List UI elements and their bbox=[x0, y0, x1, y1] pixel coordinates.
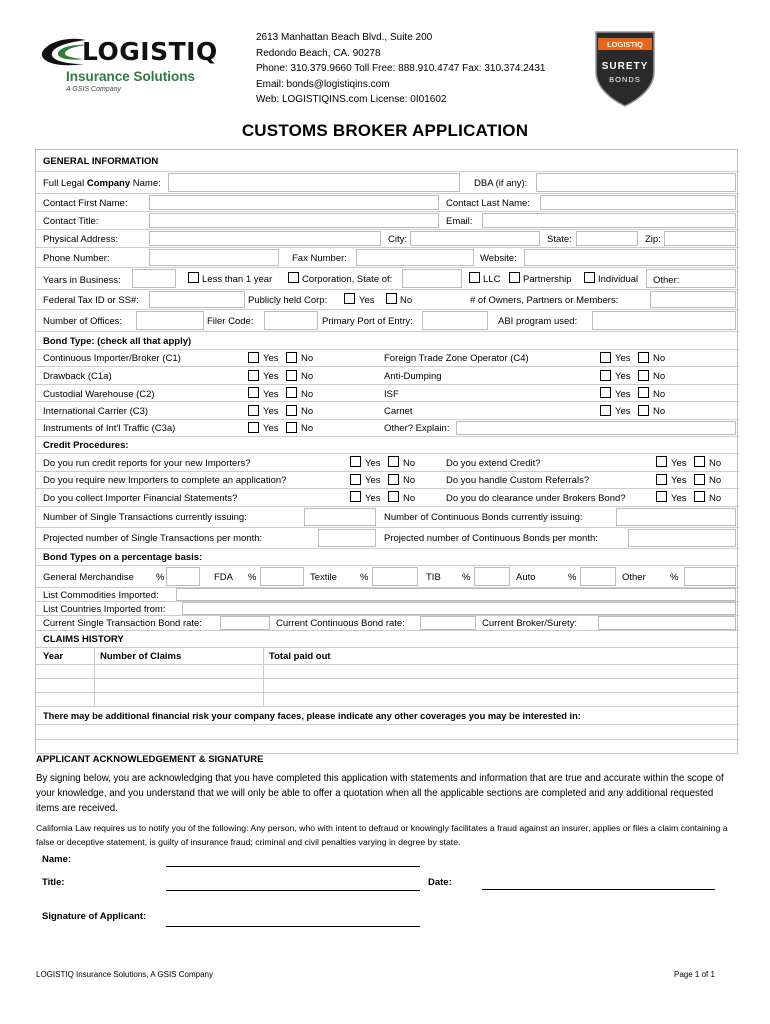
credit-no-checkbox[interactable] bbox=[388, 474, 399, 485]
individual-label: Individual bbox=[598, 274, 639, 285]
less-than-1-year-label: Less than 1 year bbox=[202, 274, 273, 285]
single-current-label: Number of Single Transactions currently issuing: bbox=[43, 512, 247, 523]
email-label: Email: bbox=[446, 216, 473, 227]
bond-type-right-label: Anti-Dumping bbox=[384, 371, 442, 382]
bond-yes-checkbox[interactable] bbox=[600, 387, 611, 398]
coverage-field-row[interactable] bbox=[36, 740, 739, 754]
partnership-label: Partnership bbox=[523, 274, 572, 285]
bond-type-right-label: Foreign Trade Zone Operator (C4) bbox=[384, 353, 529, 364]
commodities-field[interactable] bbox=[176, 588, 736, 601]
no-label: No bbox=[653, 406, 666, 417]
abi-label: ABI program used: bbox=[498, 316, 578, 327]
company-name-row bbox=[36, 172, 739, 194]
continuous-rate-label: Current Continuous Bond rate: bbox=[276, 618, 405, 629]
claims-col-total: Total paid out bbox=[269, 651, 331, 662]
date-label: Date: bbox=[428, 877, 452, 888]
bond-no-checkbox[interactable] bbox=[286, 387, 297, 398]
claims-col-year: Year bbox=[43, 651, 64, 662]
address-row bbox=[36, 230, 739, 248]
bond-yes-checkbox[interactable] bbox=[248, 370, 259, 381]
badge-bot-text: BONDS bbox=[609, 75, 641, 84]
credit-right-label: Do you extend Credit? bbox=[446, 458, 541, 469]
commodities-label: List Commodities Imported: bbox=[43, 590, 159, 601]
credit-row bbox=[36, 472, 739, 489]
surety-bonds-badge bbox=[592, 30, 658, 108]
percentage-field[interactable] bbox=[580, 567, 616, 586]
countries-field[interactable] bbox=[182, 602, 736, 615]
credit-yes-checkbox[interactable] bbox=[350, 456, 361, 467]
yes-label: Yes bbox=[263, 353, 279, 364]
percentage-field[interactable] bbox=[474, 567, 510, 586]
bond-yes-checkbox[interactable] bbox=[600, 352, 611, 363]
commodities-row bbox=[36, 588, 739, 602]
percentage-row bbox=[36, 566, 739, 588]
percentage-item-label: Auto bbox=[516, 572, 536, 583]
coverage-field-row[interactable] bbox=[36, 725, 739, 740]
address-line: Redondo Beach, CA. 90278 bbox=[256, 47, 381, 59]
percentage-field[interactable] bbox=[166, 567, 200, 586]
credit-row bbox=[36, 489, 739, 507]
company-address-block bbox=[256, 30, 546, 108]
yes-label: Yes bbox=[365, 493, 381, 504]
percent-sign: % bbox=[670, 572, 679, 583]
badge-top-text: LOGISTIQ bbox=[607, 40, 643, 49]
yes-label: Yes bbox=[615, 406, 631, 417]
countries-row bbox=[36, 602, 739, 616]
llc-label: LLC bbox=[483, 274, 501, 285]
broker-surety-field[interactable] bbox=[598, 616, 736, 630]
single-projected-label: Projected number of Single Transactions per month: bbox=[43, 533, 263, 544]
address-line: Phone: 310.379.9660 Toll Free: 888.910.4747 Fax: 310.374.2431 bbox=[256, 63, 546, 74]
corporation-state-field[interactable] bbox=[402, 269, 462, 288]
yes-label: Yes bbox=[671, 458, 687, 469]
credit-no-checkbox[interactable] bbox=[388, 456, 399, 467]
contact-first-label: Contact First Name: bbox=[43, 198, 128, 209]
claims-col-number: Number of Claims bbox=[100, 651, 182, 662]
claims-table-row[interactable] bbox=[36, 665, 739, 679]
bond-type-left-label: International Carrier (C3) bbox=[43, 406, 149, 417]
single-rate-label: Current Single Transaction Bond rate: bbox=[43, 618, 202, 629]
publicly-held-yes-checkbox[interactable] bbox=[344, 293, 355, 304]
publicly-held-no-checkbox[interactable] bbox=[386, 293, 397, 304]
bond-no-checkbox[interactable] bbox=[286, 422, 297, 433]
website-field[interactable] bbox=[524, 249, 736, 266]
percentage-field[interactable] bbox=[260, 567, 304, 586]
continuous-current-label: Number of Continuous Bonds currently issuing: bbox=[384, 512, 583, 523]
percentage-heading-row bbox=[36, 549, 739, 566]
bond-type-row bbox=[36, 350, 739, 367]
bond-type-heading-row bbox=[36, 332, 739, 350]
bond-yes-checkbox[interactable] bbox=[600, 405, 611, 416]
page-number: Page 1 of 1 bbox=[674, 970, 715, 979]
section-heading: CLAIMS HISTORY bbox=[43, 634, 124, 645]
yes-label: Yes bbox=[359, 295, 375, 306]
owners-label: # of Owners, Partners or Members: bbox=[470, 295, 619, 306]
offices-label: Number of Offices: bbox=[43, 316, 123, 327]
dba-label: DBA (if any): bbox=[474, 178, 528, 189]
zip-label: Zip: bbox=[645, 234, 661, 245]
years-label: Years in Business: bbox=[43, 275, 121, 286]
yes-label: Yes bbox=[263, 389, 279, 400]
email-field[interactable] bbox=[482, 213, 736, 228]
credit-no-checkbox[interactable] bbox=[388, 491, 399, 502]
credit-no-checkbox[interactable] bbox=[694, 491, 705, 502]
bond-yes-checkbox[interactable] bbox=[248, 352, 259, 363]
transactions-projected-row bbox=[36, 528, 739, 549]
city-field[interactable] bbox=[410, 231, 540, 246]
company-tag: A GSIS Company bbox=[66, 86, 121, 93]
yes-label: Yes bbox=[263, 423, 279, 434]
credit-yes-checkbox[interactable] bbox=[350, 474, 361, 485]
no-label: No bbox=[301, 353, 314, 364]
yes-label: Yes bbox=[263, 371, 279, 382]
no-label: No bbox=[653, 389, 666, 400]
credit-yes-checkbox[interactable] bbox=[656, 456, 667, 467]
claims-table-row[interactable] bbox=[36, 693, 739, 707]
bond-type-row bbox=[36, 367, 739, 385]
broker-surety-label: Current Broker/Surety: bbox=[482, 618, 578, 629]
credit-right-label: Do you handle Custom Referrals? bbox=[446, 475, 590, 486]
corporation-label: Corporation, State of: bbox=[302, 274, 393, 285]
credit-no-checkbox[interactable] bbox=[694, 474, 705, 485]
bond-no-checkbox[interactable] bbox=[286, 352, 297, 363]
phone-row bbox=[36, 248, 739, 268]
yes-label: Yes bbox=[365, 475, 381, 486]
individual-checkbox[interactable] bbox=[584, 272, 595, 283]
continuous-rate-field[interactable] bbox=[420, 616, 476, 630]
bond-type-right-label: ISF bbox=[384, 389, 399, 400]
no-label: No bbox=[400, 295, 413, 306]
date-line[interactable] bbox=[482, 889, 715, 890]
other-explain-field[interactable] bbox=[456, 421, 736, 435]
contact-title-row bbox=[36, 212, 739, 230]
bond-no-checkbox[interactable] bbox=[286, 405, 297, 416]
address-line: Web: LOGISTIQINS.com License: 0I01602 bbox=[256, 94, 447, 105]
bond-no-checkbox[interactable] bbox=[638, 387, 649, 398]
bond-type-row bbox=[36, 402, 739, 420]
state-field[interactable] bbox=[576, 231, 638, 246]
bond-type-right-label: Carnet bbox=[384, 406, 413, 417]
section-heading: Credit Procedures: bbox=[43, 440, 129, 451]
name-label: Name: bbox=[42, 854, 72, 865]
no-label: No bbox=[403, 458, 416, 469]
bond-no-checkbox[interactable] bbox=[638, 352, 649, 363]
claims-header-row bbox=[36, 647, 739, 665]
percent-sign: % bbox=[568, 572, 577, 583]
ack-heading: APPLICANT ACKNOWLEDGEMENT & SIGNATURE bbox=[36, 754, 264, 765]
no-label: No bbox=[709, 493, 722, 504]
no-label: No bbox=[709, 458, 722, 469]
address-line: 2613 Manhattan Beach Blvd., Suite 200 bbox=[256, 32, 433, 43]
percent-sign: % bbox=[462, 572, 471, 583]
phone-field[interactable] bbox=[149, 249, 279, 266]
rates-row bbox=[36, 616, 739, 631]
section-heading: Bond Types on a percentage basis: bbox=[43, 552, 203, 563]
percentage-item-label: TIB bbox=[426, 572, 441, 583]
yes-label: Yes bbox=[615, 389, 631, 400]
section-heading: Bond Type: (check all that apply) bbox=[43, 336, 192, 347]
partnership-checkbox[interactable] bbox=[509, 272, 520, 283]
less-than-1-year-checkbox[interactable] bbox=[188, 272, 199, 283]
no-label: No bbox=[653, 371, 666, 382]
contact-title-field[interactable] bbox=[149, 213, 439, 228]
claims-heading-row bbox=[36, 631, 739, 647]
no-label: No bbox=[301, 406, 314, 417]
corporation-checkbox[interactable] bbox=[288, 272, 299, 283]
countries-label: List Countries Imported from: bbox=[43, 604, 166, 615]
credit-yes-checkbox[interactable] bbox=[350, 491, 361, 502]
bond-yes-checkbox[interactable] bbox=[248, 387, 259, 398]
credit-right-label: Do you do clearance under Brokers Bond? bbox=[446, 493, 626, 504]
yes-label: Yes bbox=[263, 406, 279, 417]
dba-field[interactable] bbox=[536, 173, 736, 192]
risk-row bbox=[36, 707, 739, 725]
transactions-current-row bbox=[36, 507, 739, 528]
credit-left-label: Do you collect Importer Financial Statements? bbox=[43, 493, 238, 504]
zip-field[interactable] bbox=[664, 231, 736, 246]
contact-name-row bbox=[36, 194, 739, 212]
no-label: No bbox=[653, 353, 666, 364]
primary-port-field[interactable] bbox=[422, 311, 488, 330]
contact-first-field[interactable] bbox=[149, 195, 439, 210]
bond-type-left-label: Continuous Importer/Broker (C1) bbox=[43, 353, 181, 364]
bond-type-left-label: Custodial Warehouse (C2) bbox=[43, 389, 155, 400]
continuous-current-field[interactable] bbox=[616, 508, 736, 526]
percentage-item-label: General Merchandise bbox=[43, 572, 134, 583]
physical-address-field[interactable] bbox=[149, 231, 381, 246]
badge-mid-text: SURETY bbox=[601, 61, 649, 72]
percentage-item-label: Textile bbox=[310, 572, 337, 583]
tax-id-row bbox=[36, 290, 739, 310]
percent-sign: % bbox=[156, 572, 165, 583]
bond-type-row bbox=[36, 420, 739, 437]
no-label: No bbox=[301, 371, 314, 382]
other-entity-label: Other: bbox=[653, 275, 680, 286]
bond-type-row bbox=[36, 385, 739, 402]
bond-type-left-label: Drawback (C1a) bbox=[43, 371, 112, 382]
signature-label: Signature of Applicant: bbox=[42, 911, 147, 922]
no-label: No bbox=[709, 475, 722, 486]
section-heading: GENERAL INFORMATION bbox=[43, 156, 159, 167]
offices-row bbox=[36, 310, 739, 332]
bond-no-checkbox[interactable] bbox=[638, 405, 649, 416]
owners-field[interactable] bbox=[650, 291, 736, 308]
physical-address-label: Physical Address: bbox=[43, 234, 118, 245]
ack-paragraph: By signing below, you are acknowledging that you have completed this application with statements and information that are true and accurate within the scope of your knowledge, and you understand that we will only be able to offer a quotation when all the applicable sections are completed and any additional requested items are received. bbox=[36, 773, 724, 814]
percentage-item-label: FDA bbox=[214, 572, 233, 583]
credit-yes-checkbox[interactable] bbox=[656, 491, 667, 502]
bond-yes-checkbox[interactable] bbox=[248, 422, 259, 433]
phone-label: Phone Number: bbox=[43, 253, 110, 264]
no-label: No bbox=[301, 389, 314, 400]
yes-label: Yes bbox=[615, 371, 631, 382]
credit-yes-checkbox[interactable] bbox=[656, 474, 667, 485]
tax-id-field[interactable] bbox=[149, 291, 245, 308]
bond-yes-checkbox[interactable] bbox=[600, 370, 611, 381]
bond-type-right-label: Other? Explain: bbox=[384, 423, 450, 434]
website-label: Website: bbox=[480, 253, 517, 264]
tax-id-label: Federal Tax ID or SS#: bbox=[43, 295, 139, 306]
filer-code-label: Filer Code: bbox=[207, 316, 254, 327]
footer-left: LOGISTIQ Insurance Solutions, A GSIS Company bbox=[36, 970, 213, 979]
contact-last-label: Contact Last Name: bbox=[446, 198, 530, 209]
publicly-held-label: Publicly held Corp: bbox=[248, 295, 328, 306]
signature-line[interactable] bbox=[166, 926, 420, 927]
yes-label: Yes bbox=[365, 458, 381, 469]
state-label: State: bbox=[547, 234, 572, 245]
yes-label: Yes bbox=[615, 353, 631, 364]
fax-field[interactable] bbox=[356, 249, 474, 266]
single-rate-field[interactable] bbox=[220, 616, 270, 630]
bond-type-left-label: Instruments of Int’l Traffic (C3a) bbox=[43, 423, 176, 434]
contact-last-field[interactable] bbox=[540, 195, 736, 210]
percent-sign: % bbox=[248, 572, 257, 583]
continuous-projected-field[interactable] bbox=[628, 529, 736, 547]
name-line[interactable] bbox=[166, 866, 420, 867]
credit-row bbox=[36, 454, 739, 472]
contact-title-label: Contact Title: bbox=[43, 216, 99, 227]
no-label: No bbox=[403, 475, 416, 486]
yes-label: Yes bbox=[671, 475, 687, 486]
percentage-field[interactable] bbox=[684, 567, 736, 586]
bond-yes-checkbox[interactable] bbox=[248, 405, 259, 416]
credit-heading-row bbox=[36, 437, 739, 454]
offices-field[interactable] bbox=[136, 311, 204, 330]
no-label: No bbox=[301, 423, 314, 434]
company-logo bbox=[38, 34, 218, 98]
years-row bbox=[36, 268, 739, 290]
credit-no-checkbox[interactable] bbox=[694, 456, 705, 467]
credit-left-label: Do you run credit reports for your new Importers? bbox=[43, 458, 251, 469]
percentage-item-label: Other bbox=[622, 572, 646, 583]
application-form bbox=[35, 149, 738, 753]
city-label: City: bbox=[388, 234, 407, 245]
abi-field[interactable] bbox=[592, 311, 736, 330]
california-notice: California Law requires us to notify you of the following: Any person, who with intent to defraud or knowingly facilitates a fraud against an insurer, applies or files a claim containing a false or deceptive statement, is guilty of insurance fraud; criminal and civil penalties varying in degree by state. bbox=[36, 823, 728, 847]
filer-code-field[interactable] bbox=[264, 311, 318, 330]
single-current-field[interactable] bbox=[304, 508, 376, 526]
bond-no-checkbox[interactable] bbox=[286, 370, 297, 381]
claims-table-row[interactable] bbox=[36, 679, 739, 693]
general-info-heading-row bbox=[36, 150, 739, 172]
company-name-field[interactable] bbox=[168, 173, 460, 192]
years-field[interactable] bbox=[132, 269, 176, 288]
page-title: CUSTOMS BROKER APPLICATION bbox=[241, 121, 529, 140]
company-sub: Insurance Solutions bbox=[66, 69, 196, 84]
credit-left-label: Do you require new Importers to complete an application? bbox=[43, 475, 287, 486]
bond-no-checkbox[interactable] bbox=[638, 370, 649, 381]
company-name: LOGISTIQ bbox=[82, 37, 218, 66]
yes-label: Yes bbox=[671, 493, 687, 504]
no-label: No bbox=[403, 493, 416, 504]
fax-label: Fax Number: bbox=[292, 253, 347, 264]
full-legal-name-label: Full Legal Company Name: bbox=[43, 178, 161, 189]
title-line[interactable] bbox=[166, 890, 420, 891]
primary-port-label: Primary Port of Entry: bbox=[322, 316, 413, 327]
llc-checkbox[interactable] bbox=[469, 272, 480, 283]
percent-sign: % bbox=[360, 572, 369, 583]
continuous-projected-label: Projected number of Continuous Bonds per month: bbox=[384, 533, 598, 544]
percentage-field[interactable] bbox=[372, 567, 418, 586]
title-label: Title: bbox=[42, 877, 65, 888]
address-line: Email: bonds@logistiqins.com bbox=[256, 78, 390, 90]
single-projected-field[interactable] bbox=[318, 529, 376, 547]
risk-text: There may be additional financial risk your company faces, please indicate any other coverages you may be interested in: bbox=[43, 711, 581, 721]
